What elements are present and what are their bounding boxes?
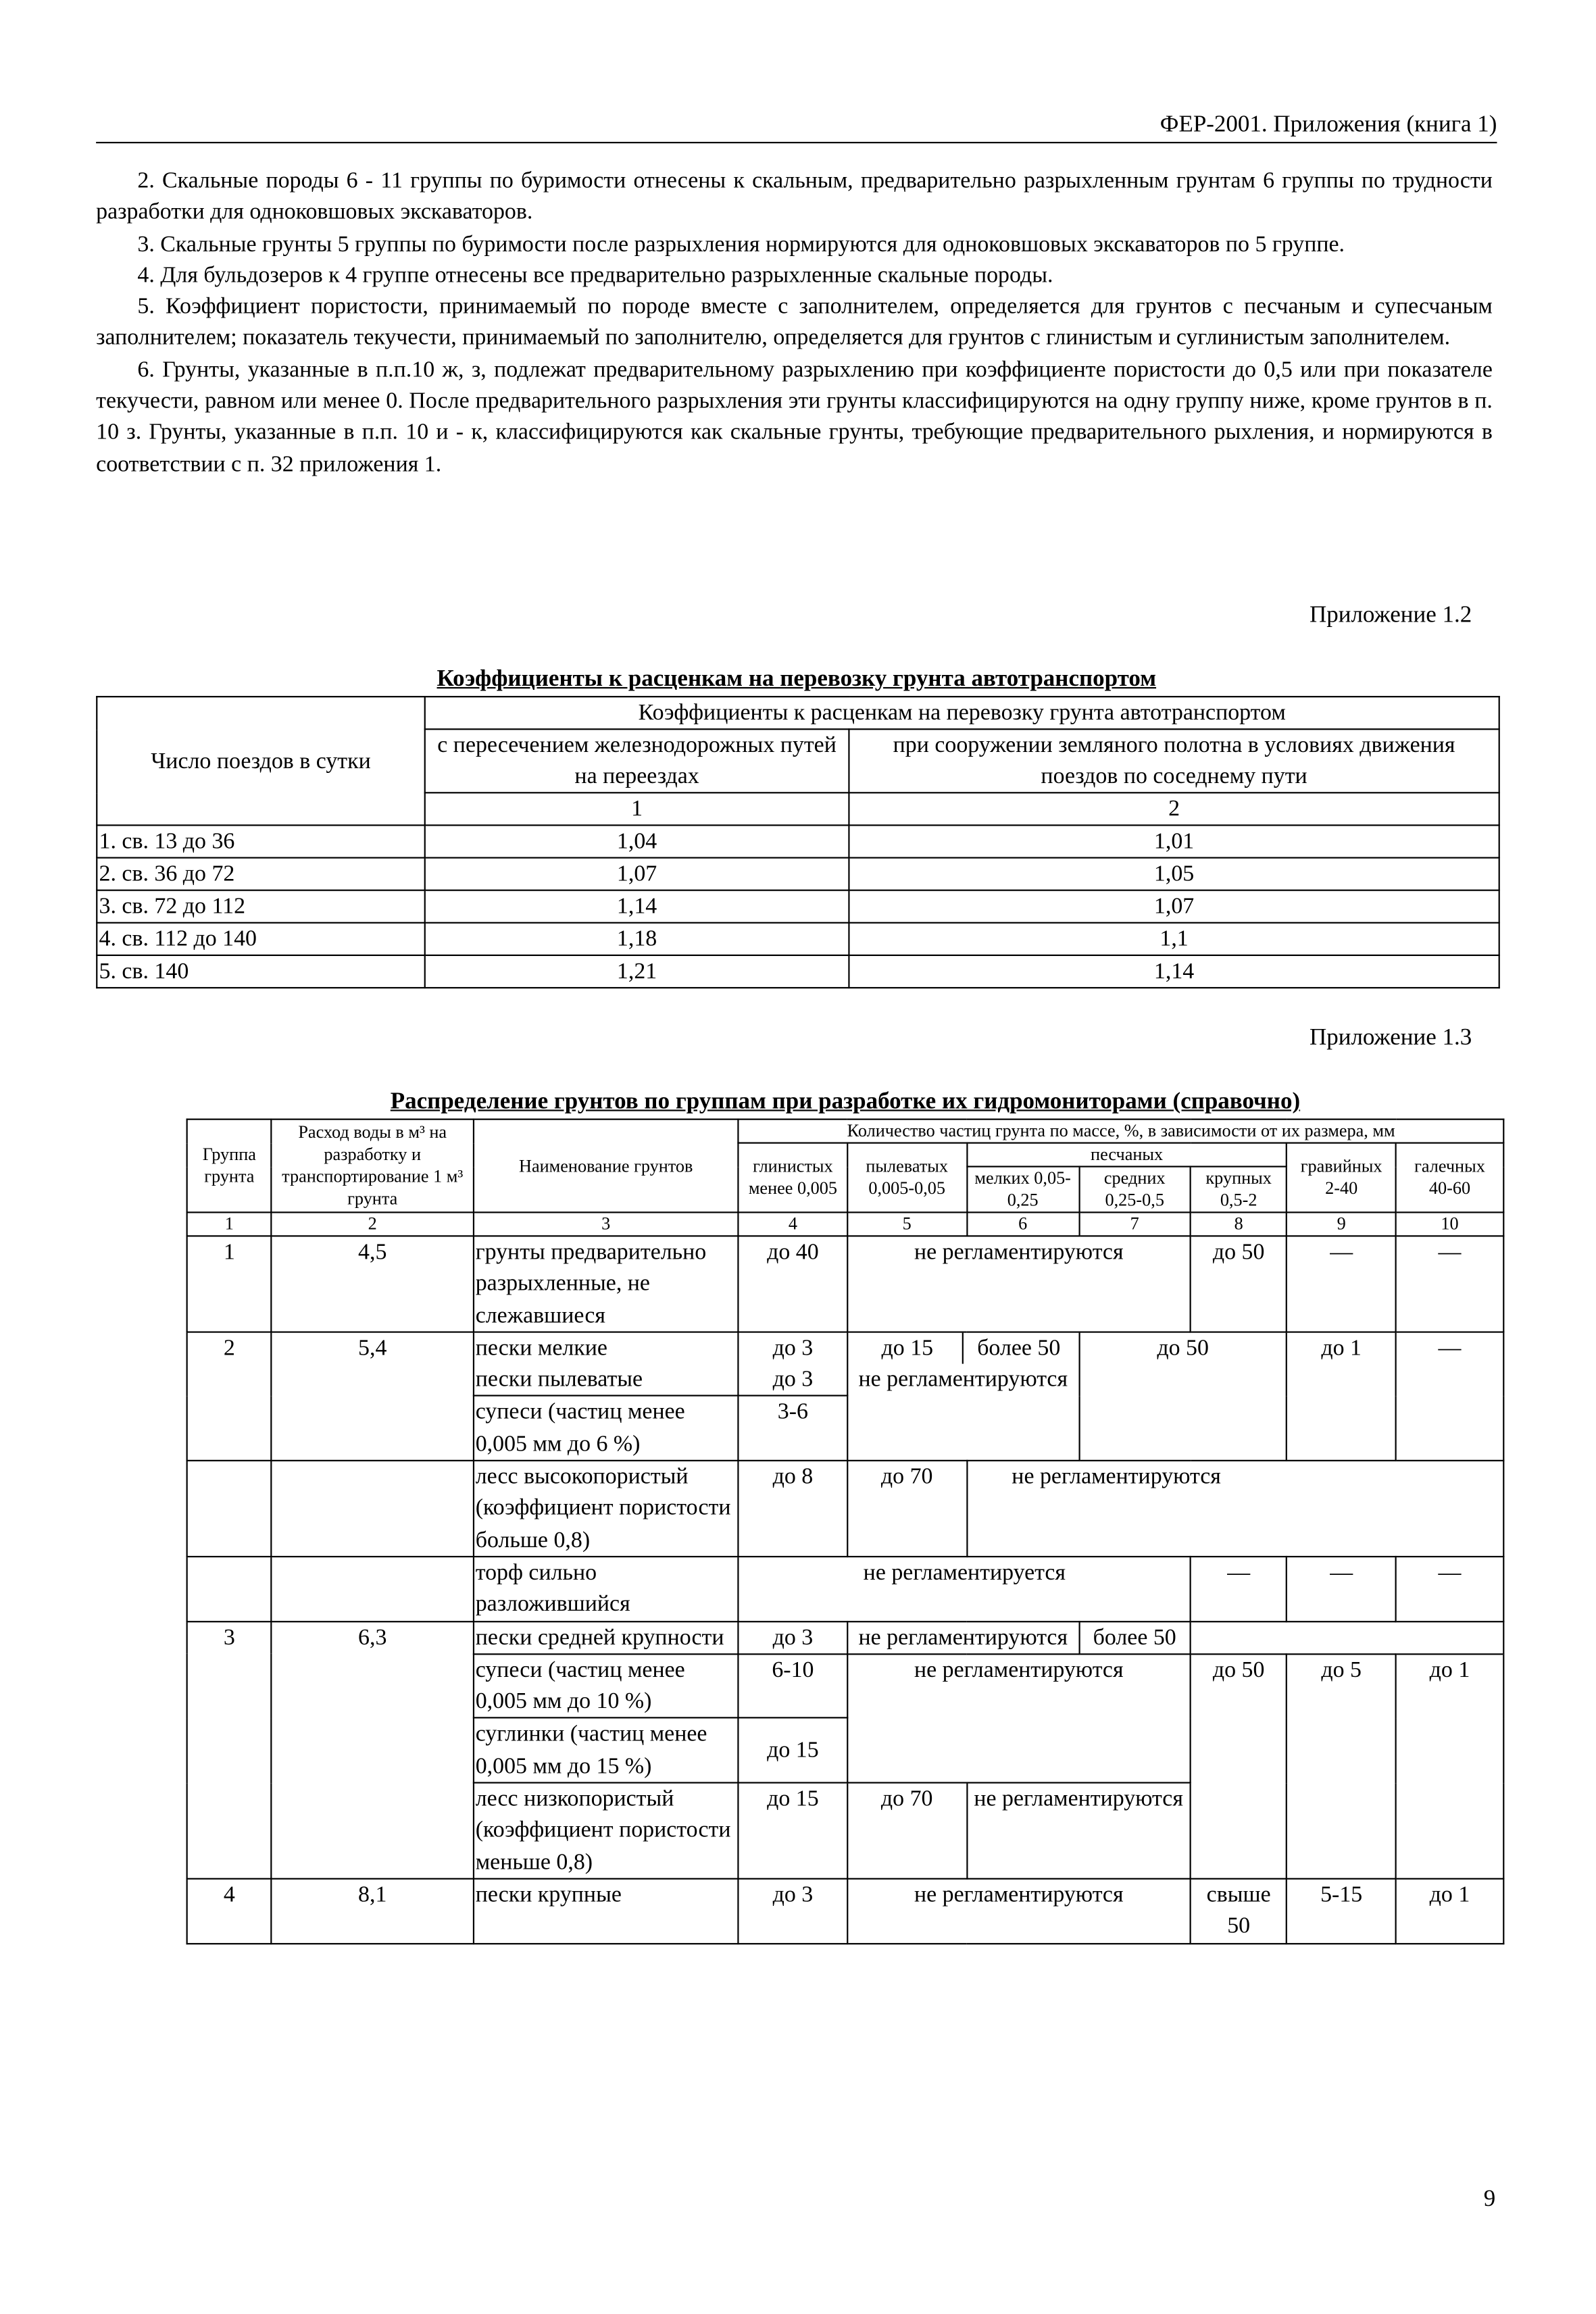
cell: 2. св. 36 до 72: [97, 858, 425, 890]
column-number: 1: [187, 1212, 272, 1236]
table-row: [187, 1879, 1504, 1943]
cell: до 40: [739, 1236, 847, 1332]
cell: 1,21: [425, 955, 849, 988]
cell: не регламентируются: [847, 1236, 1191, 1332]
table-row: [187, 1236, 1504, 1332]
cell: —: [1191, 1557, 1287, 1621]
cell: 8,1: [272, 1879, 473, 1943]
column-number: 8: [1191, 1212, 1287, 1236]
header-cell: пылеватых 0,005-0,05: [847, 1143, 967, 1213]
cell: супеси (частиц менее 0,005 мм до 6 %): [473, 1397, 739, 1461]
cell: 1,14: [849, 955, 1499, 988]
cell: не регламентируются: [847, 1654, 1191, 1783]
table-row: [187, 1461, 1504, 1557]
cell: [272, 1557, 473, 1621]
column-number: 3: [473, 1212, 739, 1236]
cell: до 50: [1191, 1236, 1287, 1332]
note: 2. Скальные породы 6 - 11 группы по буримости отнесены к скальным, предварительно разрыхленным грунтам 6 группы по трудности разработки для одноковшовых экскаваторов.: [96, 168, 1493, 226]
header-cell: крупных 0,5-2: [1191, 1167, 1287, 1213]
cell-line: до 3: [772, 1335, 814, 1361]
cell: 5-15: [1287, 1879, 1396, 1943]
cell: не регламентируются: [847, 1621, 1079, 1654]
cell: 1,14: [425, 890, 849, 923]
header-cell: галечных 40-60: [1396, 1143, 1504, 1213]
cell-line: не регламентируются: [858, 1367, 1068, 1392]
header-cell: Коэффициенты к расценкам на перевозку грунта автотранспортом: [425, 697, 1499, 729]
note: 6. Грунты, указанные в п.п.10 ж, з, подлежат предварительному разрыхлению при коэффициенте пористости до 0,5 или при показателе текучести, равном или менее 0. После предварительного разрыхления эти грунты классифицируются на одну группу ниже, кроме грунтов в п. 10 з. Грунты, указанные в п.п. 10 и - к, классифицируются как скальные грунты, требующие предварительного рыхления, и нормируются в соответствии с п. 32 приложения 1.: [96, 357, 1493, 477]
cell: до 1: [1287, 1332, 1396, 1461]
cell-line: более 50: [962, 1332, 1074, 1364]
table-row: [187, 1621, 1504, 1654]
running-header: ФЕР-2001. Приложения (книга 1): [96, 112, 1497, 143]
hydromonitor-soil-groups-table: [186, 1119, 1505, 1944]
cell-line: пески мелкие: [475, 1335, 607, 1361]
cell: 1,07: [849, 890, 1499, 923]
header-cell: Наименование грунтов: [473, 1120, 739, 1213]
note: 4. Для бульдозеров к 4 группе отнесены все предварительно разрыхленные скальные породы.: [137, 263, 1053, 288]
cell: 5,4: [272, 1332, 473, 1461]
cell: суглинки (частиц менее 0,005 мм до 15 %): [473, 1718, 739, 1782]
table-row: [97, 858, 1499, 890]
transport-coefficients-table: [96, 696, 1500, 988]
header-cell: при сооружении земляного полотна в условиях движения поездов по соседнему пути: [849, 729, 1499, 793]
cell: 4. св. 112 до 140: [97, 923, 425, 955]
cell-line: пески пылеватые: [475, 1367, 643, 1392]
cell: не регламентируется: [739, 1557, 1191, 1621]
table-row: [97, 825, 1499, 857]
table-row: [187, 1332, 1504, 1396]
cell: 1,01: [849, 825, 1499, 857]
appendix-label: Приложение 1.3: [1309, 1025, 1472, 1051]
cell: —: [1396, 1236, 1504, 1332]
header-cell: Группа грунта: [187, 1120, 272, 1213]
cell: до 15: [739, 1718, 847, 1782]
cell-line: до 3: [772, 1367, 814, 1392]
note: 5. Коэффициент пористости, принимаемый по породе вместе с заполнителем, определяется для грунтов с песчаным и супесчаным заполнителем; показатель текучести, принимаемый по заполнителю, определяется для грунтов с глинистым и суглинистым заполнителем.: [96, 294, 1493, 351]
header-cell: Расход воды в м³ на разработку и транспортирование 1 м³ грунта: [272, 1120, 473, 1213]
cell: [739, 1332, 847, 1396]
cell: свыше 50: [1191, 1879, 1287, 1943]
note: 3. Скальные грунты 5 группы по буримости после разрыхления нормируются для одноковшовых экскаваторов по 5 группе.: [137, 231, 1345, 257]
cell: 1,07: [425, 858, 849, 890]
cell: 4,5: [272, 1236, 473, 1332]
cell: —: [1287, 1557, 1396, 1621]
header-cell: с пересечением железнодорожных путей на переездах: [425, 729, 849, 793]
cell: грунты предварительно разрыхленные, не слежавшиеся: [473, 1236, 739, 1332]
cell: 3-6: [739, 1397, 847, 1461]
cell: до 5: [1287, 1654, 1396, 1879]
cell: до 70: [847, 1461, 967, 1557]
cell: пески крупные: [473, 1879, 739, 1943]
cell: 2: [187, 1332, 272, 1461]
cell: не регламентируются: [847, 1879, 1191, 1943]
cell: 4: [187, 1879, 272, 1943]
cell: 1,18: [425, 923, 849, 955]
cell: более 50: [1079, 1621, 1191, 1654]
cell: [1191, 1621, 1504, 1654]
header-cell: Число поездов в сутки: [97, 697, 425, 825]
cell-line: до 15: [881, 1335, 934, 1361]
cell: —: [1287, 1236, 1396, 1332]
cell: 1. св. 13 до 36: [97, 825, 425, 857]
table-row: [97, 890, 1499, 923]
cell: 6-10: [739, 1654, 847, 1718]
table-row: [187, 1557, 1504, 1621]
table-title: Коэффициенты к расценкам на перевозку грунта автотранспортом: [437, 666, 1157, 692]
cell: до 8: [739, 1461, 847, 1557]
column-number: 6: [967, 1212, 1079, 1236]
cell: до 3: [739, 1621, 847, 1654]
cell: [272, 1461, 473, 1557]
table-row: [97, 923, 1499, 955]
header-cell: мелких 0,05-0,25: [967, 1167, 1079, 1213]
column-number: 4: [739, 1212, 847, 1236]
cell: не регламентируются: [967, 1783, 1191, 1879]
cell: до 15: [739, 1783, 847, 1879]
column-number: 9: [1287, 1212, 1396, 1236]
cell: лесс низкопористый (коэффициент пористости меньше 0,8): [473, 1783, 739, 1879]
cell: не регламентируются: [967, 1461, 1504, 1557]
cell: 3. св. 72 до 112: [97, 890, 425, 923]
cell: лесс высокопористый (коэффициент пористости больше 0,8): [473, 1461, 739, 1557]
cell: [187, 1557, 272, 1621]
cell: до 1: [1396, 1879, 1504, 1943]
header-cell: песчаных: [967, 1143, 1287, 1167]
notes: [96, 166, 1493, 480]
cell: супеси (частиц менее 0,005 мм до 10 %): [473, 1654, 739, 1718]
column-number: 5: [847, 1212, 967, 1236]
cell: 1,1: [849, 923, 1499, 955]
cell: 1,05: [849, 858, 1499, 890]
cell: 1,04: [425, 825, 849, 857]
column-number: 10: [1396, 1212, 1504, 1236]
table-row: [97, 955, 1499, 988]
table-title: Распределение грунтов по группам при разработке их гидромониторами (справочно): [390, 1088, 1301, 1114]
cell: торф сильно разложившийся: [473, 1557, 739, 1621]
column-number: 2: [272, 1212, 473, 1236]
cell: [473, 1332, 739, 1396]
cell: 1: [187, 1236, 272, 1332]
cell: [847, 1332, 1079, 1461]
cell: [187, 1461, 272, 1557]
header-cell: Количество частиц грунта по массе, %, в зависимости от их размера, мм: [739, 1120, 1503, 1143]
header-cell: средних 0,25-0,5: [1079, 1167, 1191, 1213]
column-number: 1: [425, 793, 849, 825]
column-number: 7: [1079, 1212, 1191, 1236]
page-number: 9: [1483, 2186, 1496, 2212]
cell: 6,3: [272, 1621, 473, 1878]
cell: до 1: [1396, 1654, 1504, 1879]
cell: до 50: [1079, 1332, 1287, 1461]
cell: до 50: [1191, 1654, 1287, 1879]
cell: —: [1396, 1332, 1504, 1461]
cell: до 70: [847, 1783, 967, 1879]
cell: 5. св. 140: [97, 955, 425, 988]
cell: пески средней крупности: [473, 1621, 739, 1654]
cell: —: [1396, 1557, 1504, 1621]
cell: до 3: [739, 1879, 847, 1943]
column-number: 2: [849, 793, 1499, 825]
header-cell: гравийных 2-40: [1287, 1143, 1396, 1213]
appendix-label: Приложение 1.2: [1309, 603, 1472, 628]
cell: 3: [187, 1621, 272, 1878]
header-cell: глинистых менее 0,005: [739, 1143, 847, 1213]
